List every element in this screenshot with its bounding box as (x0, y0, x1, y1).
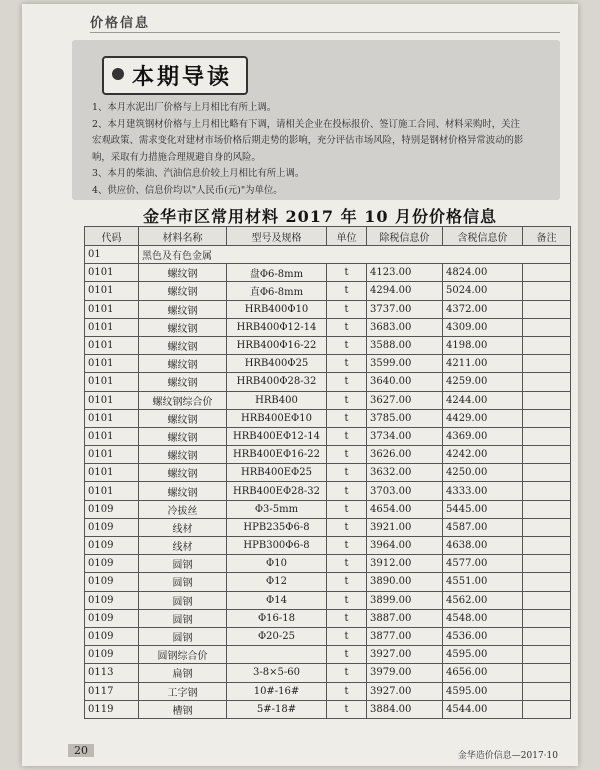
cell-spec: Φ12 (227, 573, 327, 591)
cell-with-tax-price: 4242.00 (443, 446, 523, 464)
cell-code: 0109 (85, 646, 139, 664)
cell-name: 圆钢 (139, 627, 227, 645)
cell-with-tax-price: 5024.00 (443, 282, 523, 300)
section-label: 价格信息 (90, 16, 151, 31)
cell-spec: Φ14 (227, 591, 327, 609)
table-row (85, 646, 571, 664)
cell-with-tax-price: 4372.00 (443, 300, 523, 318)
cell-pre-tax-price: 3626.00 (367, 446, 443, 464)
cell-name: 圆钢 (139, 573, 227, 591)
table-row (85, 591, 571, 609)
cell-with-tax-price: 4577.00 (443, 555, 523, 573)
cell-note (523, 664, 571, 682)
cell-name: 圆钢综合价 (139, 646, 227, 664)
cell-name: 冷拔丝 (139, 500, 227, 518)
cell-spec: 直Φ6-8mm (227, 282, 327, 300)
cell-spec: HRB400EΦ12-14 (227, 427, 327, 445)
table-row (85, 264, 571, 282)
cell-spec: HRB400Φ16-22 (227, 336, 327, 354)
cell-pre-tax-price: 3588.00 (367, 336, 443, 354)
cell-unit: t (327, 482, 367, 500)
col-header-unit: 单位 (327, 227, 367, 246)
cell-code: 0119 (85, 700, 139, 718)
cell-code: 0109 (85, 555, 139, 573)
cell-note (523, 591, 571, 609)
table-row (85, 318, 571, 336)
cell-code: 0109 (85, 591, 139, 609)
cell-spec: HRB400EΦ25 (227, 464, 327, 482)
cell-name: 圆钢 (139, 591, 227, 609)
cell-code: 0109 (85, 537, 139, 555)
cell-spec: 10#-16# (227, 682, 327, 700)
cell-name: 扁钢 (139, 664, 227, 682)
cell-pre-tax-price: 4654.00 (367, 500, 443, 518)
cell-unit: t (327, 573, 367, 591)
cell-unit: t (327, 446, 367, 464)
cell-spec: Φ10 (227, 555, 327, 573)
cell-code: 0109 (85, 627, 139, 645)
cell-note (523, 537, 571, 555)
cell-spec: HRB400EΦ10 (227, 409, 327, 427)
cell-pre-tax-price: 3884.00 (367, 700, 443, 718)
cell-with-tax-price: 4544.00 (443, 700, 523, 718)
table-row (85, 464, 571, 482)
table-row (85, 391, 571, 409)
table-row (85, 700, 571, 718)
cell-code: 0101 (85, 464, 139, 482)
table-row (85, 609, 571, 627)
cell-with-tax-price: 4562.00 (443, 591, 523, 609)
cell-with-tax-price: 4551.00 (443, 573, 523, 591)
cell-unit: t (327, 391, 367, 409)
table-row (85, 573, 571, 591)
cell-spec: 5#-18# (227, 700, 327, 718)
cell-unit: t (327, 409, 367, 427)
table-row (85, 300, 571, 318)
cell-note (523, 500, 571, 518)
cell-name: 螺纹钢 (139, 355, 227, 373)
cell-code: 0109 (85, 609, 139, 627)
cell-spec: HRB400EΦ16-22 (227, 446, 327, 464)
table-row (85, 555, 571, 573)
cell-name: 线材 (139, 537, 227, 555)
cell-name: 圆钢 (139, 609, 227, 627)
cell-spec: Φ20-25 (227, 627, 327, 645)
cell-with-tax-price: 4244.00 (443, 391, 523, 409)
cell-code: 0109 (85, 573, 139, 591)
cell-unit: t (327, 537, 367, 555)
cell-spec: HRB400 (227, 391, 327, 409)
cell-with-tax-price: 4548.00 (443, 609, 523, 627)
cell-note (523, 627, 571, 645)
table-row (85, 682, 571, 700)
cell-with-tax-price: 4333.00 (443, 482, 523, 500)
cell-code: 0101 (85, 264, 139, 282)
cell-pre-tax-price: 3979.00 (367, 664, 443, 682)
category-row (85, 246, 571, 264)
cell-code: 0113 (85, 664, 139, 682)
cell-note (523, 482, 571, 500)
cell-code: 0101 (85, 336, 139, 354)
cell-note (523, 609, 571, 627)
cell-name: 槽钢 (139, 700, 227, 718)
cell-name: 螺纹钢 (139, 300, 227, 318)
cell-name: 螺纹钢 (139, 409, 227, 427)
cell-unit: t (327, 282, 367, 300)
cell-name: 螺纹钢 (139, 427, 227, 445)
cell-note (523, 427, 571, 445)
intro-lines (92, 100, 546, 199)
table-row (85, 627, 571, 645)
cell-note (523, 318, 571, 336)
cell-unit: t (327, 700, 367, 718)
cell-pre-tax-price: 3964.00 (367, 537, 443, 555)
cell-spec: 盘Φ6-8mm (227, 264, 327, 282)
cell-pre-tax-price: 4294.00 (367, 282, 443, 300)
cell-code: 0101 (85, 355, 139, 373)
cell-name: 螺纹钢 (139, 282, 227, 300)
cell-pre-tax-price: 3734.00 (367, 427, 443, 445)
cell-with-tax-price: 4369.00 (443, 427, 523, 445)
cell-note (523, 282, 571, 300)
intro-line: 响，采取有力措施合理规避自身的风险。 (92, 151, 261, 163)
cell-pre-tax-price: 3877.00 (367, 627, 443, 645)
cell-pre-tax-price: 3737.00 (367, 300, 443, 318)
publication-footer: 金华造价信息—2017·10 (457, 751, 558, 761)
cell-pre-tax-price: 3703.00 (367, 482, 443, 500)
intro-line: 3、本月的柴油、汽油信息价较上月相比有所上调。 (92, 168, 305, 179)
cell-with-tax-price: 4587.00 (443, 518, 523, 536)
cell-pre-tax-price: 3599.00 (367, 355, 443, 373)
cell-unit: t (327, 591, 367, 609)
cell-code: 0101 (85, 300, 139, 318)
cell-note (523, 300, 571, 318)
cell-unit: t (327, 464, 367, 482)
col-header-pre-tax: 除税信息价 (367, 227, 443, 246)
cell-pre-tax-price: 3887.00 (367, 609, 443, 627)
cell-spec: HPB300Φ6-8 (227, 537, 327, 555)
cell-spec: HRB400Φ10 (227, 300, 327, 318)
cell-spec: HRB400EΦ28-32 (227, 482, 327, 500)
cell-code: 0101 (85, 391, 139, 409)
cell-name: 螺纹钢 (139, 336, 227, 354)
cell-note (523, 446, 571, 464)
cell-spec: HRB400Φ25 (227, 355, 327, 373)
cell-note (523, 555, 571, 573)
cell-pre-tax-price: 3890.00 (367, 573, 443, 591)
cell-pre-tax-price: 3627.00 (367, 391, 443, 409)
cell-spec: Φ16-18 (227, 609, 327, 627)
cell-spec: HRB400Φ28-32 (227, 373, 327, 391)
cell-name: 螺纹钢 (139, 464, 227, 482)
cell-spec: HRB400Φ12-14 (227, 318, 327, 336)
cell-unit: t (327, 646, 367, 664)
cell-pre-tax-price: 3899.00 (367, 591, 443, 609)
cell-with-tax-price: 5445.00 (443, 500, 523, 518)
cell-name: 工字钢 (139, 682, 227, 700)
cell-unit: t (327, 373, 367, 391)
cell-pre-tax-price: 3921.00 (367, 518, 443, 536)
cell-unit: t (327, 500, 367, 518)
cell-with-tax-price: 4250.00 (443, 464, 523, 482)
page-number: 20 (68, 744, 94, 757)
col-header-name: 材料名称 (139, 227, 227, 246)
cell-pre-tax-price: 3927.00 (367, 646, 443, 664)
cell-note (523, 336, 571, 354)
magazine-page (22, 4, 578, 766)
cell-with-tax-price: 4595.00 (443, 646, 523, 664)
cell-note (523, 682, 571, 700)
table-row (85, 482, 571, 500)
cell-with-tax-price: 4211.00 (443, 355, 523, 373)
cell-with-tax-price: 4595.00 (443, 682, 523, 700)
cell-unit: t (327, 664, 367, 682)
table-row (85, 282, 571, 300)
cell-unit: t (327, 300, 367, 318)
cell-unit: t (327, 427, 367, 445)
cell-name: 螺纹钢 (139, 373, 227, 391)
table-row (85, 664, 571, 682)
cell-unit: t (327, 336, 367, 354)
cell-spec: Φ3-5mm (227, 500, 327, 518)
cell-note (523, 391, 571, 409)
cell-note (523, 518, 571, 536)
cell-note (523, 409, 571, 427)
cell-note (523, 373, 571, 391)
cell-with-tax-price: 4198.00 (443, 336, 523, 354)
cell-unit: t (327, 555, 367, 573)
col-header-code: 代码 (85, 227, 139, 246)
header-rule (90, 32, 560, 33)
cell-with-tax-price: 4638.00 (443, 537, 523, 555)
cell-name: 螺纹钢 (139, 318, 227, 336)
cell-code: 0101 (85, 482, 139, 500)
cell-code: 0101 (85, 446, 139, 464)
table-row (85, 500, 571, 518)
table-row (85, 355, 571, 373)
cell-pre-tax-price: 3927.00 (367, 682, 443, 700)
table-row (85, 409, 571, 427)
intro-line: 4、供应价、信息价均以"人民币(元)"为单位。 (92, 184, 283, 196)
cell-code: 0101 (85, 318, 139, 336)
intro-line: 1、本月水泥出厂价格与上月相比有所上调。 (92, 102, 277, 113)
cell-unit: t (327, 318, 367, 336)
cell-code: 0109 (85, 500, 139, 518)
table-row (85, 537, 571, 555)
cell-name: 螺纹钢综合价 (139, 391, 227, 409)
cell-pre-tax-price: 3640.00 (367, 373, 443, 391)
intro-box (72, 40, 560, 200)
price-table (84, 226, 571, 719)
cell-pre-tax-price: 4123.00 (367, 264, 443, 282)
cell-pre-tax-price: 3683.00 (367, 318, 443, 336)
cell-code: 0101 (85, 427, 139, 445)
cell-code: 0101 (85, 409, 139, 427)
table-row (85, 446, 571, 464)
cell-note (523, 646, 571, 664)
cell-note (523, 464, 571, 482)
cell-pre-tax-price: 3632.00 (367, 464, 443, 482)
cell-unit: t (327, 609, 367, 627)
intro-line: 2、本月建筑钢材价格与上月相比略有下调，请相关企业在投标报价、签订施工合同、材料采购时，关注 (92, 118, 520, 130)
cell-name: 螺纹钢 (139, 446, 227, 464)
table-row (85, 373, 571, 391)
table-header-row (85, 227, 571, 246)
cell-unit: t (327, 682, 367, 700)
cell-pre-tax-price: 3912.00 (367, 555, 443, 573)
cell-name: 螺纹钢 (139, 264, 227, 282)
cell-spec: 3-8×5-60 (227, 664, 327, 682)
cell-unit: t (327, 264, 367, 282)
cell-note (523, 264, 571, 282)
col-header-note: 备注 (523, 227, 571, 246)
cell-name: 圆钢 (139, 555, 227, 573)
cell-name: 线材 (139, 518, 227, 536)
category-label: 黑色及有色金属 (139, 246, 571, 264)
table-row (85, 336, 571, 354)
cell-unit: t (327, 518, 367, 536)
cell-code: 0109 (85, 518, 139, 536)
cell-code: 0101 (85, 282, 139, 300)
intro-title: 本期导读 (102, 56, 248, 95)
cell-with-tax-price: 4429.00 (443, 409, 523, 427)
table-row (85, 427, 571, 445)
cell-with-tax-price: 4536.00 (443, 627, 523, 645)
cell-code: 0101 (85, 373, 139, 391)
cell-code: 0117 (85, 682, 139, 700)
cell-spec: HPB235Φ6-8 (227, 518, 327, 536)
intro-line: 宏观政策、需求变化对建材市场价格后期走势的影响，充分评估市场风险，特别是钢材价格异常波动的影 (92, 135, 524, 146)
cell-with-tax-price: 4656.00 (443, 664, 523, 682)
cell-note (523, 355, 571, 373)
cell-pre-tax-price: 3785.00 (367, 409, 443, 427)
col-header-with-tax: 含税信息价 (443, 227, 523, 246)
cell-note (523, 573, 571, 591)
cell-with-tax-price: 4309.00 (443, 318, 523, 336)
col-header-spec: 型号及规格 (227, 227, 327, 246)
table-row (85, 518, 571, 536)
category-code: 01 (85, 246, 139, 264)
cell-spec (227, 646, 327, 664)
cell-with-tax-price: 4259.00 (443, 373, 523, 391)
table-title: 金华市区常用材料 2017 年 10 月份价格信息 (142, 207, 498, 226)
cell-note (523, 700, 571, 718)
cell-with-tax-price: 4824.00 (443, 264, 523, 282)
cell-unit: t (327, 355, 367, 373)
cell-name: 螺纹钢 (139, 482, 227, 500)
cell-unit: t (327, 627, 367, 645)
